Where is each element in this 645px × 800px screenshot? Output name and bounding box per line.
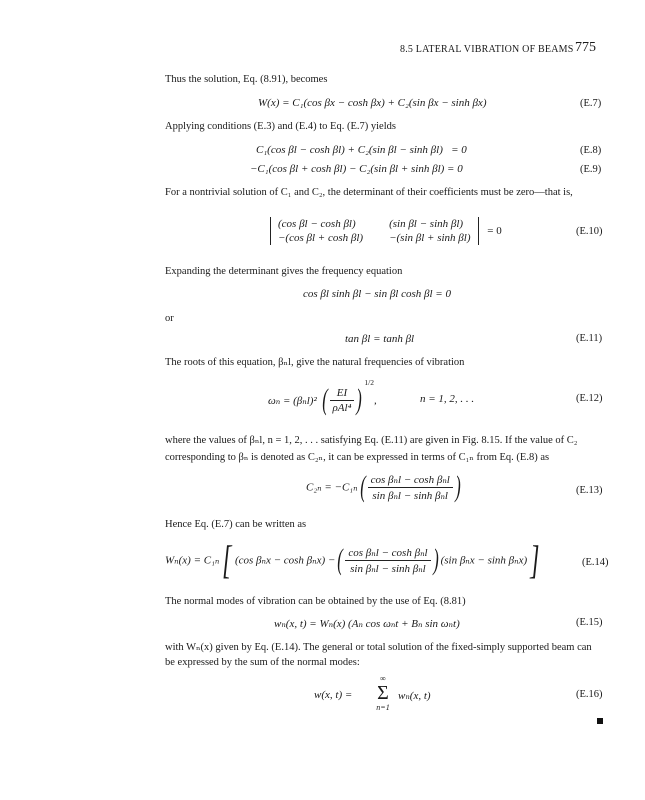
det-cell: (sin βl − sinh βl)	[389, 218, 464, 230]
equation-tag: (E.9)	[580, 164, 602, 175]
equation-tag: (E.14)	[582, 557, 609, 568]
paren-right: )	[432, 543, 439, 576]
equation-e11: tan βl = tanh βl	[345, 333, 415, 345]
equation-e15: wₙ(x, t) = Wₙ(x) (Aₙ cos ωₙt + Bₙ sin ωₙt)	[274, 618, 460, 630]
paragraph: The normal modes of vibration can be obtained by the use of Eq. (8.81)	[165, 596, 466, 607]
equation-tag: (E.16)	[576, 689, 603, 700]
fraction-denominator: ρAl⁴	[332, 401, 352, 414]
paren-right: )	[356, 383, 363, 417]
det-cell: −(sin βl + sinh βl)	[389, 232, 471, 244]
equation-tag: (E.8)	[580, 145, 602, 156]
e16-rhs: wₙ(x, t)	[398, 690, 431, 702]
paragraph: Expanding the determinant gives the frequency equation	[165, 266, 403, 277]
paragraph: with Wₙ(x) given by Eq. (E.14). The general or total solution of the fixed-simply supported beam can	[165, 642, 592, 653]
paragraph: corresponding to βₙ is denoted as C₂ₙ, it can be expressed in terms of C₁ₙ from Eq. (E.8) as	[165, 452, 550, 463]
equation-tag: (E.11)	[576, 333, 603, 344]
e12-lhs: ωₙ = (βₙl)²	[268, 394, 317, 407]
e16-lhs: w(x, t) =	[314, 689, 353, 701]
fraction	[368, 473, 453, 502]
paragraph: Thus the solution, Eq. (8.91), becomes	[165, 74, 328, 85]
fraction-denominator: sin βₙl − sinh βₙl	[350, 562, 426, 575]
sum-upper-limit: ∞	[380, 674, 386, 683]
equation-e9: −C₁(cos βl + cosh βl) − C₂(sin βl + sinh βl) = 0	[250, 163, 463, 175]
equation-tag: (E.12)	[576, 393, 603, 404]
paragraph: For a nontrivial solution of C₁ and C₂, the determinant of their coefficients must be zero—that is,	[165, 187, 573, 198]
fraction-numerator: EI	[330, 387, 355, 401]
paren-right: )	[455, 470, 461, 503]
end-of-example-square	[597, 718, 603, 724]
e14-term1: (cos βₙx − cosh βₙx) −	[234, 554, 336, 567]
equation-e12: ωₙ = (βₙl)² ( $\frac{EI}{\text{ρAl⁴}}$ )$^{1/2}$,	[268, 378, 377, 417]
paragraph: Applying conditions (E.3) and (E.4) to Eq. (E.7) yields	[165, 121, 396, 132]
determinant-rhs: = 0	[487, 225, 502, 237]
paragraph: or	[165, 313, 174, 324]
fraction-numerator: cos βₙl − cosh βₙl	[368, 473, 453, 488]
bracket-left: [	[222, 537, 232, 582]
bracket-right: ]	[530, 537, 540, 582]
fraction	[330, 387, 355, 414]
fraction	[345, 546, 430, 575]
equation-e14	[165, 537, 543, 582]
paragraph: where the values of βₙl, n = 1, 2, . . . satisfying Eq. (E.11) are given in Fig. 8.15. If the value of C₂	[165, 435, 578, 446]
equation-tag: (E.7)	[580, 98, 602, 109]
paragraph: Hence Eq. (E.7) can be written as	[165, 519, 307, 530]
determinant-e10	[270, 217, 502, 245]
fraction-denominator: sin βₙl − sinh βₙl	[372, 489, 448, 502]
sum-lower-limit: n=1	[376, 703, 390, 712]
equation-tag: (E.13)	[576, 485, 603, 496]
equation-e13	[306, 472, 463, 502]
equation-e7: W(x) = C₁(cos βx − cosh βx) + C₂(sin βx − sinh βx)	[258, 97, 487, 109]
equation-tag: (E.10)	[576, 226, 603, 237]
paren-left: (	[321, 383, 328, 417]
det-cell: −(cos βl + cosh βl)	[278, 232, 364, 244]
equation-e8: C₁(cos βl − cosh βl) + C₂(sin βl − sinh βl) = 0	[256, 144, 467, 156]
det-cell: (cos βl − cosh βl)	[278, 218, 356, 230]
summation-symbol	[372, 675, 394, 712]
paragraph: be expressed by the sum of the normal modes:	[165, 657, 360, 668]
paren-left: (	[337, 543, 344, 576]
running-title: 8.5 LATERAL VIBRATION OF BEAMS	[400, 44, 574, 55]
page-number: 775	[575, 40, 596, 55]
fraction-numerator: cos βₙl − cosh βₙl	[345, 546, 430, 561]
e14-lhs: Wₙ(x) = C₁ₙ	[165, 554, 220, 567]
paragraph: The roots of this equation, βₙl, give the natural frequencies of vibration	[165, 357, 465, 368]
paren-left: (	[359, 470, 366, 503]
determinant-matrix	[270, 217, 479, 245]
e14-term2: (sin βₙx − sinh βₙx)	[440, 554, 528, 567]
frequency-equation: cos βl sinh βl − sin βl cosh βl = 0	[303, 288, 451, 300]
sum-sigma: Σ	[377, 682, 389, 704]
e12-condition: n = 1, 2, . . .	[420, 393, 475, 405]
e13-lhs: C₂ₙ = −C₁ₙ	[306, 481, 358, 494]
exponent: 1/2	[364, 378, 374, 387]
equation-tag: (E.15)	[576, 617, 603, 628]
